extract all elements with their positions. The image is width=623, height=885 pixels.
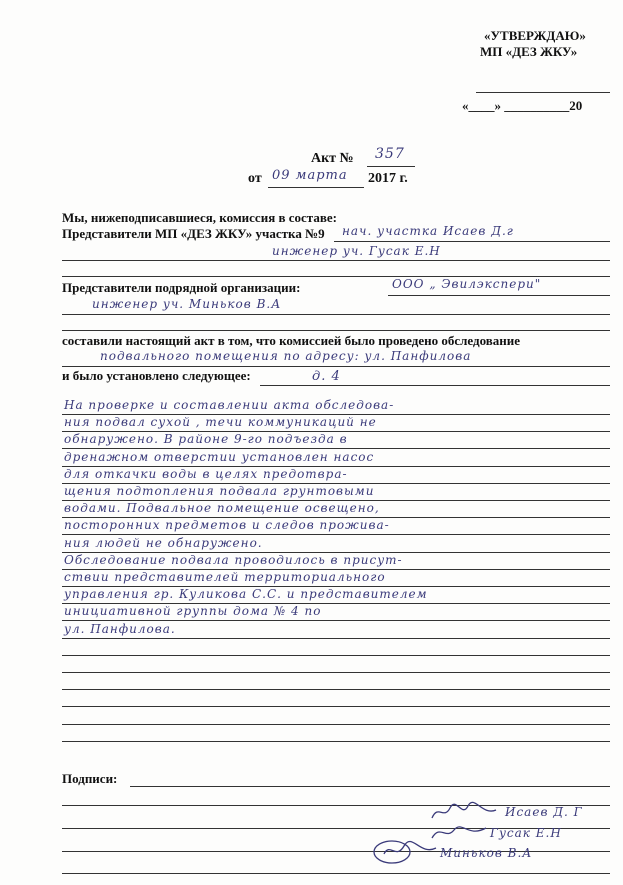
finding-line: управления гр. Куликова С.С. и представителем	[64, 587, 428, 602]
signature-scribble-1	[430, 800, 500, 824]
finding-line: ния людей не обнаружено.	[64, 535, 263, 550]
act-date-value: 09 марта	[272, 168, 348, 183]
mp-line-1	[334, 241, 610, 242]
contractor-line-3	[62, 330, 610, 331]
act-date-prefix: от	[248, 171, 262, 186]
signature-2: Гусак Е.Н	[490, 826, 562, 840]
mp-representatives-label: Представители МП «ДЕЗ ЖКУ» участка №9	[62, 226, 325, 241]
approval-title: «УТВЕРЖДАЮ»	[484, 28, 586, 43]
approval-date-template: «____» __________20	[462, 98, 583, 113]
finding-line: Обследование подвала проводилось в присут-	[64, 552, 403, 567]
finding-line: ул. Панфилова.	[64, 621, 176, 636]
signature-line-5	[62, 873, 610, 874]
signature-3: Миньков В.А	[440, 846, 533, 860]
finding-line: На проверке и составлении акта обследова-	[64, 398, 395, 412]
signature-line-1	[130, 786, 610, 787]
signatures-label: Подписи:	[62, 771, 118, 786]
finding-line: ствии представителей территориального	[64, 570, 386, 584]
finding-line: инициативной группы дома № 4 по	[64, 604, 322, 619]
finding-line: водами. Подвальное помещение освещено,	[64, 501, 380, 516]
finding-line: щения подтопления подвала грунтовыми	[64, 484, 375, 498]
house-number: д. 4	[312, 369, 341, 384]
findings-rule	[62, 638, 610, 639]
contractor-label: Представители подрядной организации:	[62, 280, 301, 295]
finding-line: дренажном отверстии установлен насос	[64, 449, 375, 464]
findings-rule	[62, 689, 610, 690]
act-date-line	[268, 187, 364, 188]
contractor-line-1	[388, 295, 610, 296]
act-number-line	[367, 166, 415, 167]
established-label: и было установлено следующее:	[62, 368, 251, 383]
finding-line: обнаружено. В районе 9-го подъезда в	[64, 432, 348, 447]
findings-rule	[62, 706, 610, 707]
mp-representative-2: инженер уч. Гусак Е.Н	[272, 244, 441, 258]
act-number: 357	[375, 146, 405, 162]
act-date-suffix: 2017 г.	[368, 171, 408, 186]
established-line	[260, 385, 610, 386]
findings-rule	[62, 741, 610, 742]
finding-line: для откачки воды в целях предотвра-	[64, 466, 348, 481]
findings-rule	[62, 724, 610, 725]
mp-representative-1: нач. участка Исаев Д.г	[342, 224, 514, 238]
object-line	[62, 366, 610, 367]
act-title: Акт №	[311, 151, 354, 166]
commission-intro: Мы, нижеподписавшиеся, комиссия в составе:	[62, 210, 337, 225]
contractor-representative: инженер уч. Миньков В.А	[92, 297, 282, 311]
approval-org: МП «ДЕЗ ЖКУ»	[480, 44, 578, 59]
approval-signature-line	[476, 92, 610, 93]
inspected-object: подвального помещения по адресу: ул. Панфилова	[100, 349, 472, 363]
findings-rule	[62, 655, 610, 656]
signature-1: Исаев Д. Г	[505, 805, 583, 819]
statement-intro: составили настоящий акт в том, что комиссией было проведено обследование	[62, 333, 521, 348]
mp-line-2	[62, 260, 610, 261]
finding-line: ния подвал сухой , течи коммуникаций не	[64, 415, 377, 430]
finding-line: посторонних предметов и следов прожива-	[64, 518, 390, 533]
contractor-line-2	[62, 314, 610, 315]
contractor-company: ООО „ Эвилэкспери"	[392, 277, 542, 291]
signature-scribble-3	[370, 836, 440, 866]
findings-rule	[62, 672, 610, 673]
